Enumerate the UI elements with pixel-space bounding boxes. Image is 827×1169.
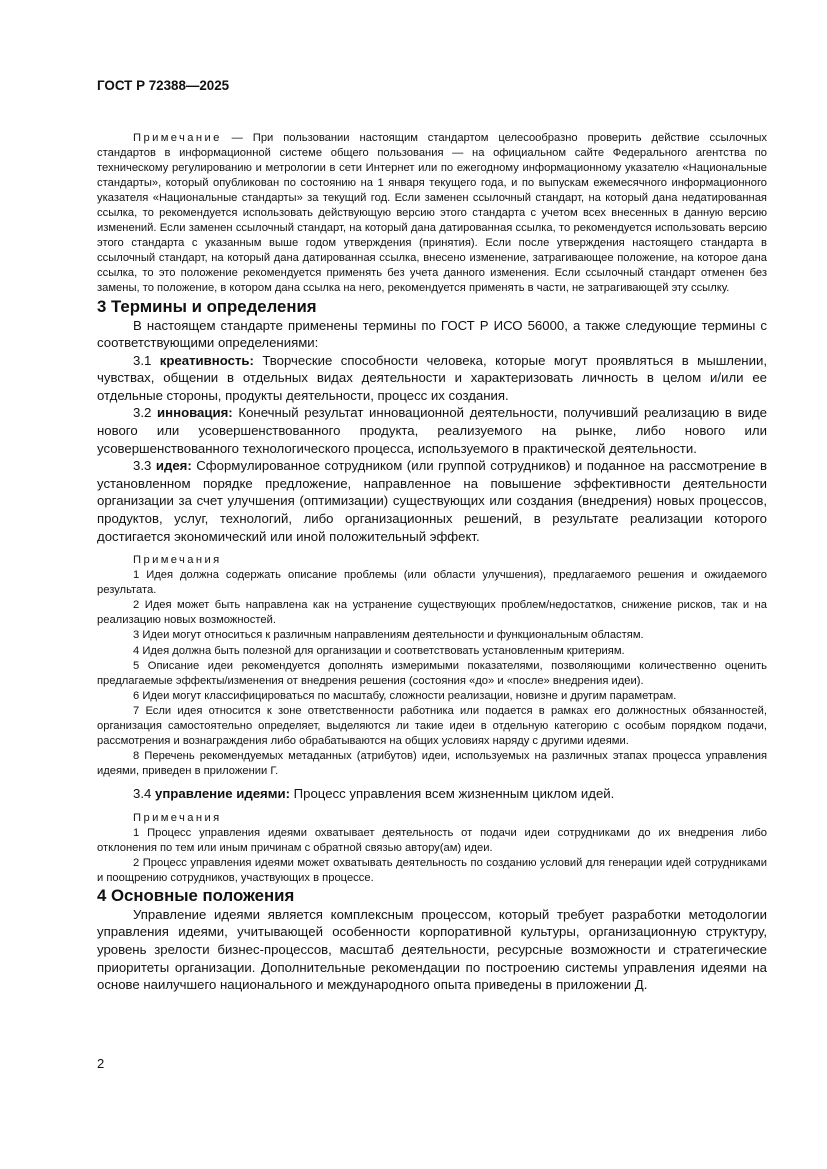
note-item: 2 Процесс управления идеями может охватывать деятельность по созданию условий для генерации идей сотрудниками и поощрению сотрудников, участвующих в процессе. bbox=[97, 856, 767, 884]
note-item: 7 Если идея относится к зоне ответственности работника или подается в рамках его должностных обязанностей, организация самостоятельно определяет, выделяются ли такие идеи в отдельную категорию с особым порядком подачи, рассмотрения и вознаграждения либо обрабатываются на общих условиях наряду с другими идеями. bbox=[97, 704, 767, 747]
note-item: 6 Идеи могут классифицироваться по масштабу, сложности реализации, новизне и другим параметрам. bbox=[133, 689, 677, 702]
term-definition: Процесс управления всем жизненным циклом идей. bbox=[290, 785, 615, 801]
note-item: 8 Перечень рекомендуемых метаданных (атрибутов) идеи, используемых на различных этапах процесса управления идеями, приведен в приложении Г. bbox=[97, 749, 767, 777]
term-3-4-block bbox=[97, 785, 767, 803]
note-item: 1 Идея должна содержать описание проблемы (или области улучшения), предлагаемого решения и ожидаемого результата. bbox=[97, 569, 767, 597]
document-header: ГОСТ Р 72388—2025 bbox=[97, 78, 230, 93]
term-name: инновация: bbox=[157, 405, 233, 421]
section-3-body bbox=[97, 317, 767, 546]
notes-title: Примечания bbox=[133, 554, 222, 567]
term-3-1 bbox=[97, 352, 767, 405]
note-item: 3 Идеи могут относиться к различным направлениям деятельности и функциональным областям. bbox=[133, 629, 644, 642]
term-number: 3.1 bbox=[133, 352, 160, 368]
term-name: идея: bbox=[155, 458, 192, 474]
note-item: 1 Процесс управления идеями охватывает деятельность от подачи идеи сотрудниками до их внедрения либо отклонения по тем или иным причинам с обратной связью автору(ам) идеи. bbox=[97, 826, 767, 854]
term-3-3 bbox=[97, 457, 767, 545]
term-definition: Конечный результат инновационной деятельности, получивший реализацию в виде нового или усовершенствованного продукта, реализуемого на рынке, либо нового или усовершенствованного технологического процесса, используемого в практической деятельности. bbox=[97, 405, 767, 456]
page-content bbox=[97, 131, 767, 994]
section-3-title: 3 Термины и определения bbox=[97, 296, 317, 316]
term-definition: Творческие способности человека, которые могут проявляться в мышлении, чувствах, общении в отдельных видах деятельности и характеризовать личность в целом и/или ее отдельные стороны, продукты деятельности, процесс их создания. bbox=[97, 352, 767, 403]
note-item: 4 Идея должна быть полезной для организации и соответствовать установленным критериям. bbox=[133, 644, 625, 657]
term-number: 3.2 bbox=[133, 405, 158, 421]
notes-3-3 bbox=[97, 553, 767, 779]
term-definition: Сформулированное сотрудником (или группой сотрудников) и поданное на рассмотрение в установленном порядке предложение, направленное на повышение эффективности деятельности организации за счет улучшения (оптимизации) существующих или создания (внедрения) новых процессов, продуктов, услуг, технологий, либо организационных решений, в результате реализации которого достигается экономический или иной положительный эффект. bbox=[97, 458, 767, 544]
term-3-2 bbox=[97, 404, 767, 457]
term-3-4 bbox=[97, 785, 767, 803]
term-number: 3.3 bbox=[133, 458, 156, 474]
page-number: 2 bbox=[97, 1056, 105, 1071]
term-name: креативность: bbox=[159, 352, 254, 368]
section-4-title: 4 Основные положения bbox=[97, 885, 295, 905]
note-label: Примечание bbox=[133, 132, 222, 144]
notes-3-4 bbox=[97, 811, 767, 886]
intro-note bbox=[97, 131, 767, 297]
term-name: управление идеями: bbox=[155, 785, 290, 801]
note-item: 2 Идея может быть направлена как на устранение существующих проблем/недостатков, снижение рисков, так и на реализацию новых возможностей. bbox=[97, 599, 767, 627]
notes-title: Примечания bbox=[133, 811, 222, 824]
section-4-paragraph: Управление идеями является комплексным процессом, который требует разработки методологии управления идеями, учитывающей особенности корпоративной культуры, организационную структуру, уровень зрелости бизнес-процессов, масштаб деятельности, ресурсные возможности и стратегические приоритеты организации. Дополнительные рекомендации по построению системы управления идеями на основе наилучшего национального и международного опыта приведены в приложении Д. bbox=[97, 906, 767, 993]
section-4-body bbox=[97, 906, 767, 994]
note-item: 5 Описание идеи рекомендуется дополнять измеримыми показателями, позволяющими количественно оценить предлагаемые эффекты/изменения от внедрения решения (состояния «до» и «после» внедрения идеи). bbox=[97, 659, 767, 687]
term-number: 3.4 bbox=[133, 785, 155, 801]
section-3-intro: В настоящем стандарте применены термины по ГОСТ Р ИСО 56000, а также следующие термины с соответствующими определениями: bbox=[97, 317, 767, 351]
note-text: — При пользовании настоящим стандартом целесообразно проверить действие ссылочных стандартов в информационной системе общего пользования — на официальном сайте Федерального агентства по техническому регулированию и метрологии в сети Интернет или по ежегодному информационному указателю «Национальные стандарты», который опубликован по состоянию на 1 января текущего года, и по выпускам ежемесячного информационного указателя «Национальные стандарты» за текущий год. Если заменен ссылочный стандарт, на который дана недатированная ссылка, то рекомендуется использовать действующую версию этого стандарта с учетом всех внесенных в данную версию изменений. Если заменен ссылочный стандарт, на который дана датированная ссылка, то рекомендуется использовать версию этого стандарта с указанным выше годом утверждения (принятия). Если после утверждения настоящего стандарта в ссылочный стандарт, на который дана датированная ссылка, внесено изменение, затрагивающее положение, на которое дана ссылка, то это положение рекомендуется применять без учета данного изменения. Если ссылочный стандарт отменен без замены, то положение, в котором дана ссылка на него, рекомендуется применять в части, не затрагивающей эту ссылку. bbox=[97, 132, 767, 295]
